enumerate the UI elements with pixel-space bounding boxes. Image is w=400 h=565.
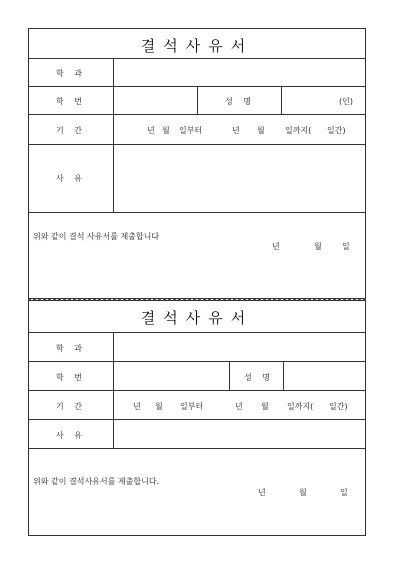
period-start-day: 일부터	[179, 126, 203, 135]
row-period	[29, 390, 365, 419]
date-month: 월	[299, 488, 307, 497]
department-field[interactable]	[114, 333, 365, 361]
reason-label: 사 유	[56, 174, 86, 183]
period-end-month: 월	[261, 402, 269, 411]
name-label: 성 명	[244, 373, 274, 382]
period-start-month: 월	[155, 402, 163, 411]
period-days: 일간)	[327, 126, 346, 135]
student-id-label: 학 번	[56, 97, 86, 106]
date-day: 일	[340, 488, 348, 497]
period-start-year: 년	[133, 402, 141, 411]
date-month: 월	[314, 242, 322, 251]
date-day: 일	[342, 242, 350, 251]
row-period	[29, 114, 365, 144]
row-reason	[29, 144, 365, 212]
student-id-field[interactable]	[114, 87, 196, 114]
student-id-field[interactable]	[114, 362, 228, 390]
form-title: 결석사유서	[140, 309, 254, 327]
reason-field[interactable]	[114, 145, 365, 212]
row-department	[29, 58, 365, 86]
name-label: 성 명	[225, 97, 255, 106]
row-department	[29, 332, 365, 361]
absence-form-bottom	[28, 300, 366, 536]
name-field[interactable]	[284, 362, 365, 390]
statement-text: 위와 같이 결석사유서를 제출합니다.	[33, 477, 160, 486]
period-start-year: 년	[147, 126, 155, 135]
period-end-month: 월	[257, 126, 265, 135]
form-title: 결석사유서	[140, 37, 254, 55]
row-reason	[29, 419, 365, 448]
period-days: 일간)	[329, 402, 348, 411]
reason-field[interactable]	[114, 420, 365, 448]
department-label: 학 과	[56, 69, 86, 78]
student-id-label: 학 번	[56, 373, 86, 382]
period-end-day: 일까지(	[285, 126, 312, 135]
period-end-year: 년	[235, 402, 243, 411]
reason-label: 사 유	[56, 431, 86, 440]
row-student-id	[29, 86, 365, 114]
period-start-day: 일부터	[180, 402, 204, 411]
period-start-month: 월	[162, 126, 170, 135]
period-end-year: 년	[232, 126, 240, 135]
seal-mark: (인)	[339, 97, 353, 106]
department-field[interactable]	[114, 59, 365, 86]
department-label: 학 과	[56, 344, 86, 353]
statement-area	[29, 448, 365, 537]
date-year: 년	[258, 488, 266, 497]
row-student-id	[29, 361, 365, 390]
absence-form-top	[28, 28, 366, 299]
statement-area	[29, 212, 365, 300]
period-end-day: 일까지(	[287, 402, 314, 411]
period-label: 기 간	[56, 126, 86, 135]
period-label: 기 간	[56, 402, 86, 411]
statement-text: 위와 같이 결석 사유서를 제출합니다	[33, 232, 160, 241]
date-year: 년	[272, 242, 280, 251]
